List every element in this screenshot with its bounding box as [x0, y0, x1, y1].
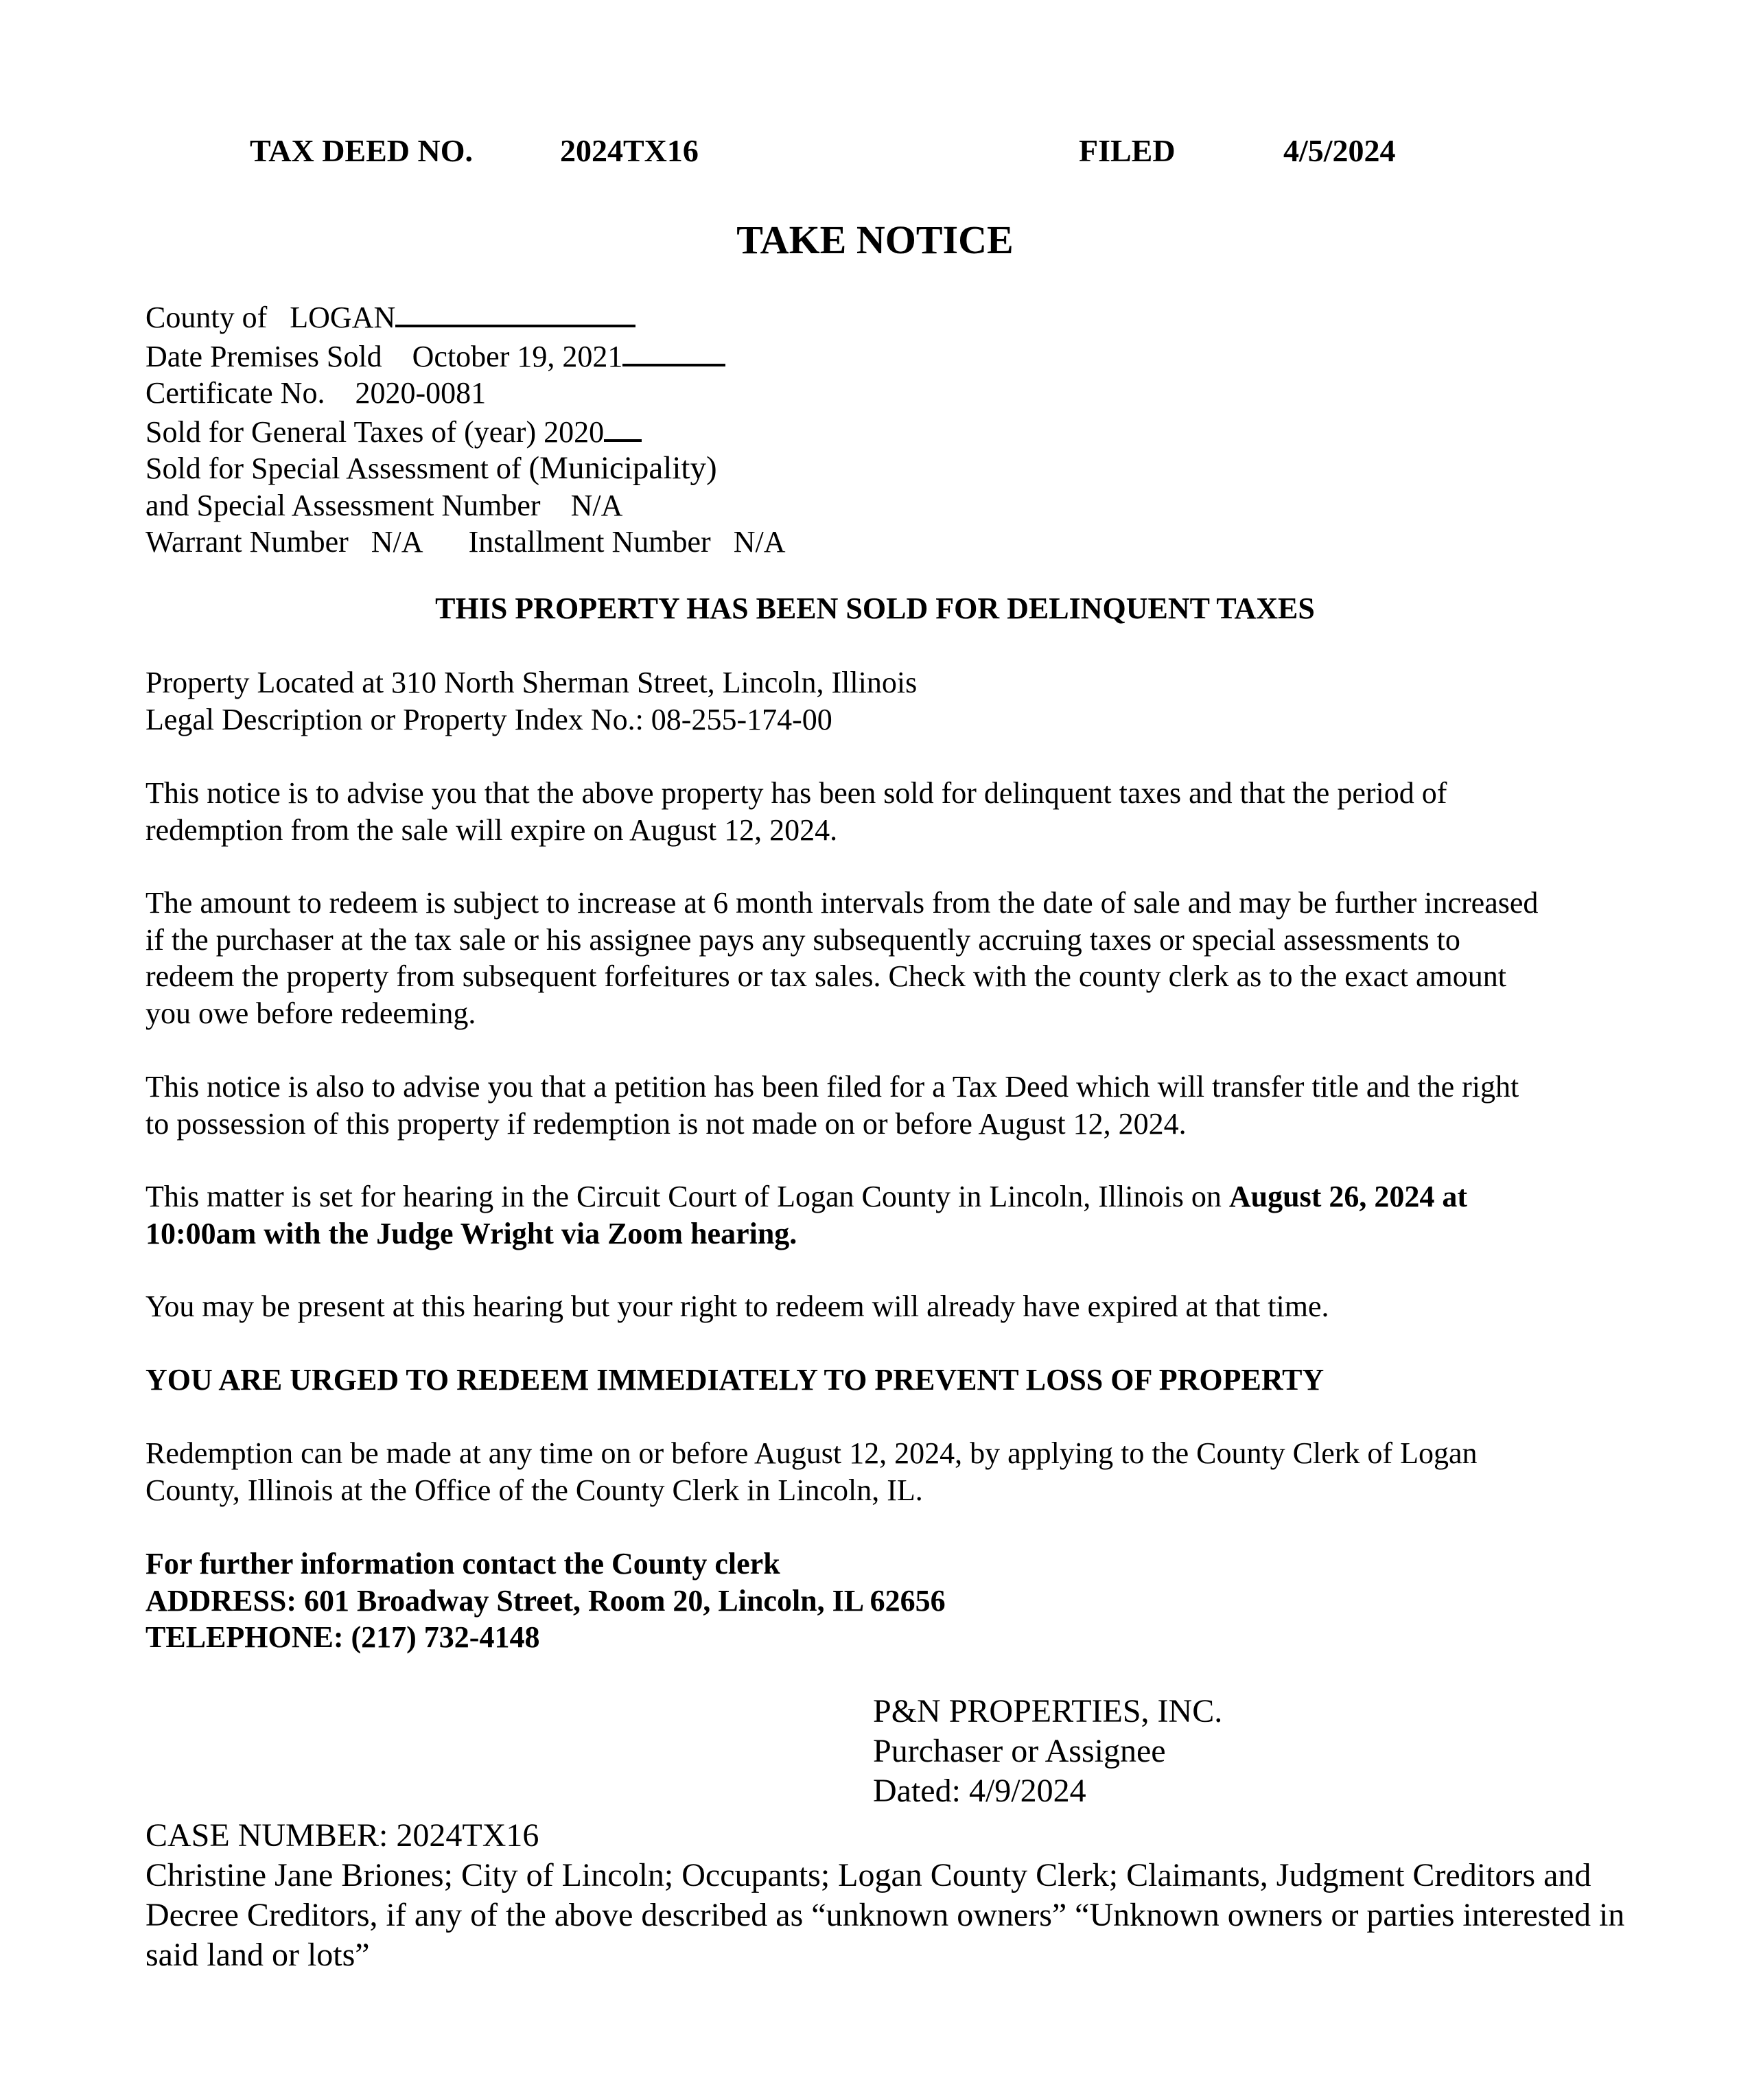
- paragraph-redemption-where: [145, 1435, 1621, 1508]
- warrant-value: N/A: [371, 525, 423, 559]
- general-taxes-value: 2020: [544, 415, 605, 449]
- paragraph-line: you owe before redeeming.: [145, 996, 476, 1030]
- property-info: [145, 664, 1621, 738]
- paragraph-line: The amount to redeem is subject to increase at 6 month intervals from the date of sale and may be further increased: [145, 886, 1539, 920]
- page-title: TAKE NOTICE: [736, 218, 1014, 262]
- special-number-row: [145, 487, 785, 524]
- case-block: [145, 1816, 1655, 1975]
- property-legal: Legal Description or Property Index No.: 08-255-174-00: [145, 702, 832, 736]
- installment-label: Installment Number: [468, 525, 711, 559]
- certificate-row: [145, 375, 785, 412]
- county-underline: [395, 297, 635, 327]
- installment-value: N/A: [733, 525, 786, 559]
- date-sold-label: Date Premises Sold: [145, 339, 382, 373]
- paragraph-amount: [145, 885, 1621, 1031]
- paragraph-redemption-period: [145, 775, 1621, 848]
- filed-date: 4/5/2024: [1283, 133, 1396, 168]
- signature-role: Purchaser or Assignee: [873, 1733, 1166, 1769]
- contact-block: [145, 1545, 1621, 1656]
- paragraph-line: redemption from the sale will expire on August 12, 2024.: [145, 813, 838, 847]
- paragraph-line: redeem the property from subsequent forfeitures or tax sales. Check with the county clerk as to the exact amount: [145, 959, 1507, 993]
- date-sold-value: October 19, 2021: [412, 339, 623, 373]
- date-sold-row: [145, 336, 785, 375]
- county-label: County of: [145, 301, 268, 334]
- general-taxes-row: [145, 412, 785, 451]
- special-assessment-label: Sold for Special Assessment of: [145, 452, 522, 485]
- paragraph-line: if the purchaser at the tax sale or his assignee pays any subsequently accruing taxes or special assessments to: [145, 922, 1460, 957]
- sold-heading: THIS PROPERTY HAS BEEN SOLD FOR DELINQUENT TAXES: [435, 592, 1315, 625]
- urge-heading: [145, 1362, 1621, 1399]
- paragraph-present: [145, 1288, 1621, 1325]
- hearing-text: This matter is set for hearing in the Circuit Court of Logan County in Lincoln, Illinois on: [145, 1180, 1229, 1213]
- contact-address: ADDRESS: 601 Broadway Street, Room 20, Lincoln, IL 62656: [145, 1583, 946, 1618]
- warrant-row: [145, 524, 785, 561]
- contact-intro: For further information contact the County clerk: [145, 1547, 780, 1580]
- paragraph-line: to possession of this property if redemption is not made on or before August 12, 2024.: [145, 1106, 1187, 1141]
- paragraph-line: County, Illinois at the Office of the County Clerk in Lincoln, IL.: [145, 1473, 923, 1507]
- special-number-value: N/A: [570, 488, 623, 522]
- certificate-label: Certificate No.: [145, 376, 325, 410]
- warrant-label: Warrant Number: [145, 525, 349, 559]
- paragraph-line: This notice is to advise you that the above property has been sold for delinquent taxes and that the period of: [145, 776, 1447, 810]
- paragraph-petition: [145, 1069, 1621, 1142]
- paragraph-line: Redemption can be made at any time on or before August 12, 2024, by applying to the County Clerk of Logan: [145, 1436, 1478, 1470]
- case-number: CASE NUMBER: 2024TX16: [145, 1817, 539, 1854]
- paragraph-line: You may be present at this hearing but your right to redeem will already have expired at that time.: [145, 1290, 1329, 1323]
- urge-text: YOU ARE URGED TO REDEEM IMMEDIATELY TO PREVENT LOSS OF PROPERTY: [145, 1363, 1325, 1397]
- signature-company: P&N PROPERTIES, INC.: [873, 1693, 1223, 1729]
- general-taxes-label: Sold for General Taxes of (year): [145, 415, 537, 449]
- filed-label: FILED: [1079, 133, 1176, 168]
- special-assessment-row: [145, 450, 785, 487]
- hearing-date: August 26, 2024 at: [1228, 1180, 1468, 1213]
- general-taxes-underline: [604, 412, 642, 442]
- signature-block: [873, 1692, 1222, 1811]
- case-parties: Christine Jane Briones; City of Lincoln; Occupants; Logan County Clerk; Claimants, Judgment Creditors and Decree Creditors, if any of the above described as “unknown owners” “Unknown owners or parties interested in said land or lots”: [145, 1857, 1625, 1973]
- county-row: [145, 297, 785, 336]
- special-number-label: and Special Assessment Number: [145, 488, 541, 522]
- certificate-value: 2020-0081: [355, 376, 487, 410]
- contact-telephone: TELEPHONE: (217) 732-4148: [145, 1620, 540, 1654]
- hearing-time: 10:00am with the Judge Wright via Zoom hearing.: [145, 1216, 797, 1250]
- signature-dated: Dated: 4/9/2024: [873, 1773, 1086, 1809]
- property-location: Property Located at 310 North Sherman Street, Lincoln, Illinois: [145, 666, 918, 699]
- deed-number: 2024TX16: [560, 133, 699, 168]
- paragraph-line: [145, 1178, 1621, 1215]
- sale-details: [145, 297, 785, 561]
- county-value: LOGAN: [290, 301, 396, 334]
- date-sold-underline: [622, 336, 725, 366]
- special-assessment-value: (Municipality): [528, 450, 717, 486]
- paragraph-hearing: [145, 1178, 1621, 1252]
- deed-number-label: TAX DEED NO.: [250, 133, 474, 168]
- paragraph-line: This notice is also to advise you that a petition has been filed for a Tax Deed which will transfer title and the right: [145, 1070, 1519, 1104]
